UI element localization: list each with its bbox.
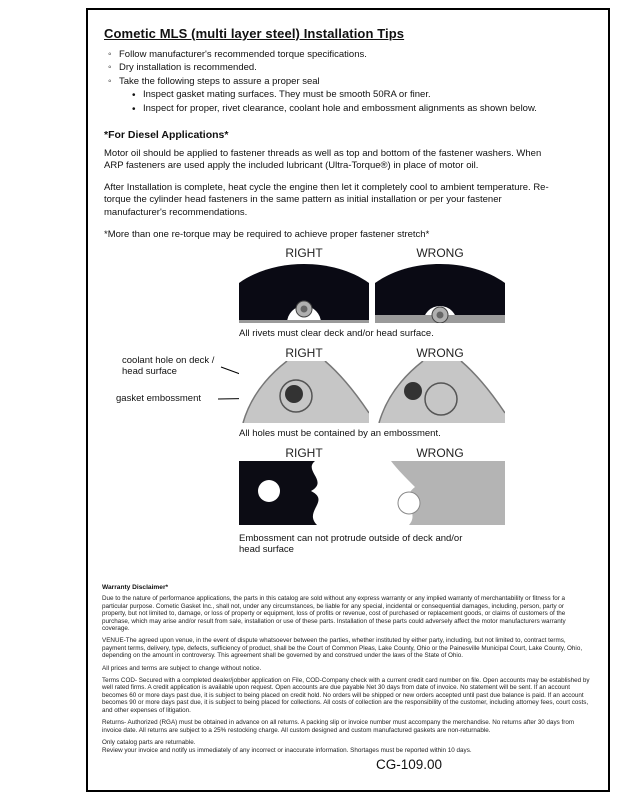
protrusion-caption: Embossment can not protrude outside of deck and/or head surface (239, 533, 463, 556)
warranty-disclaimer (102, 584, 590, 754)
tip-item: ◦ Follow manufacturer's recommended torque specifications. (108, 50, 589, 61)
right-label: RIGHT (285, 246, 323, 261)
right-label: RIGHT (285, 446, 323, 461)
coolant-hole-right-diagram (239, 361, 369, 423)
tip-item: ◦ Dry installation is recommended. (108, 63, 589, 74)
rivet-right-diagram (239, 261, 369, 323)
protrusion-right-diagram (239, 461, 369, 525)
warranty-paragraph: Review your invoice and notify us immediately of any incorrect or inaccurate information. Shortages must be reported within 10 days. (102, 746, 472, 754)
retorque-note: *More than one re-torque may be required to achieve proper fastener stretch* (104, 229, 430, 241)
tip-item: ◦ Take the following steps to assure a proper seal (108, 77, 589, 88)
diesel-paragraph-2: After Installation is complete, heat cycle the engine then let it completely cool to ambient temperature. Re-torque the cylinder head fasteners in the same pattern as initial installation or per your fastener manufacturer's recommendations. (104, 181, 549, 218)
embossment-caption: All holes must be contained by an embossment. (239, 428, 441, 440)
tip-sub-item: • Inspect gasket mating surfaces. They must be smooth 50RA or finer. (132, 90, 594, 101)
rivet-caption: All rivets must clear deck and/or head surface. (239, 328, 434, 340)
installation-diagrams (102, 246, 598, 568)
warranty-heading: Warranty Disclaimer* (102, 584, 169, 592)
wrong-label: WRONG (416, 446, 464, 461)
warranty-paragraph: Terms COD- Secured with a completed dealer/jobber application on File, COD-Company check with a current credit card number on file. Open accounts may be established by well rated firms. A credit application is available upon request. Open accounts are due payable Net 30 days from date of invoice. No statement will be sent. If an account becomes 60 or more days past due, it is subject to being placed on credit hold. No orders will be shipped or new orders accepted until past due balance is paid. If an account becomes 90 or more days past due, it is subject to being placed for collections. All costs of collection are the responsibility of the customer, including attorney fees, court costs, and other expenses of litigation. (102, 677, 590, 714)
warranty-paragraph: Due to the nature of performance applications, the parts in this catalog are sold without any express warranty or any implied warranty of merchantability or fitness for a particular purpose. Cometic Gasket Inc., shall not, under any circumstances, be liable for any special, incidental or consequential damages, including, person, party or property, but not limited to, damage, or loss of property or equipment, loss of profits or revenue, cost of purchased or replacement goods, or claims of customers of the purchase, which may arise and/or result from sale, installation or use of these parts. Installation of these parts could adversely affect the motor manufacturers warranty coverage. (102, 595, 566, 632)
gasket-embossment-pointer-label: gasket embossment (116, 393, 202, 405)
warranty-paragraph: Returns- Authorized (RGA) must be obtained in advance on all returns. A packing slip or invoice number must accompany the merchandise. No returns after 30 days from invoice date. All returns are subject to a 25% restocking charge. All custom designed and custom manufactured gaskets are non-returnable. (102, 719, 575, 734)
coolant-hole-pointer-label: coolant hole on deck / head surface (122, 355, 215, 378)
diesel-paragraph-1: Motor oil should be applied to fastener threads as well as top and bottom of the fastener washers. When ARP fasteners are used apply the included lubricant (Ultra-Torque®) in place of motor oil. (104, 147, 542, 172)
coolant-hole-wrong-diagram (375, 361, 505, 423)
wrong-label: WRONG (416, 346, 464, 361)
protrusion-wrong-diagram (375, 461, 505, 525)
document-page (88, 10, 608, 790)
page-border (86, 8, 610, 792)
warranty-paragraph: VENUE-The agreed upon venue, in the event of dispute whatsoever between the parties, whether instituted by either party, including, but not limited to, contract terms, payment terms, delivery, type, defects, sufficiency of product, shall be the Court of Common Pleas, Lake County, Ohio or the Painesville Municipal Court, Lake County, Ohio, depending on the amount in controversy. This agreement shall be governed by and construed under the laws of the State of Ohio. (102, 637, 583, 660)
wrong-label: WRONG (416, 246, 464, 261)
warranty-paragraph: All prices and terms are subject to change without notice. (102, 664, 262, 672)
diesel-applications-heading: *For Diesel Applications* (104, 128, 229, 141)
rivet-wrong-diagram (375, 261, 505, 323)
tip-sub-item: • Inspect for proper, rivet clearance, coolant hole and embossment alignments as shown below. (132, 104, 594, 115)
warranty-paragraph: Only catalog parts are returnable. (102, 739, 196, 747)
page-title: Cometic MLS (multi layer steel) Installation Tips (104, 26, 405, 41)
catalog-page-code: CG-109.00 (376, 757, 443, 772)
right-label: RIGHT (285, 346, 323, 361)
